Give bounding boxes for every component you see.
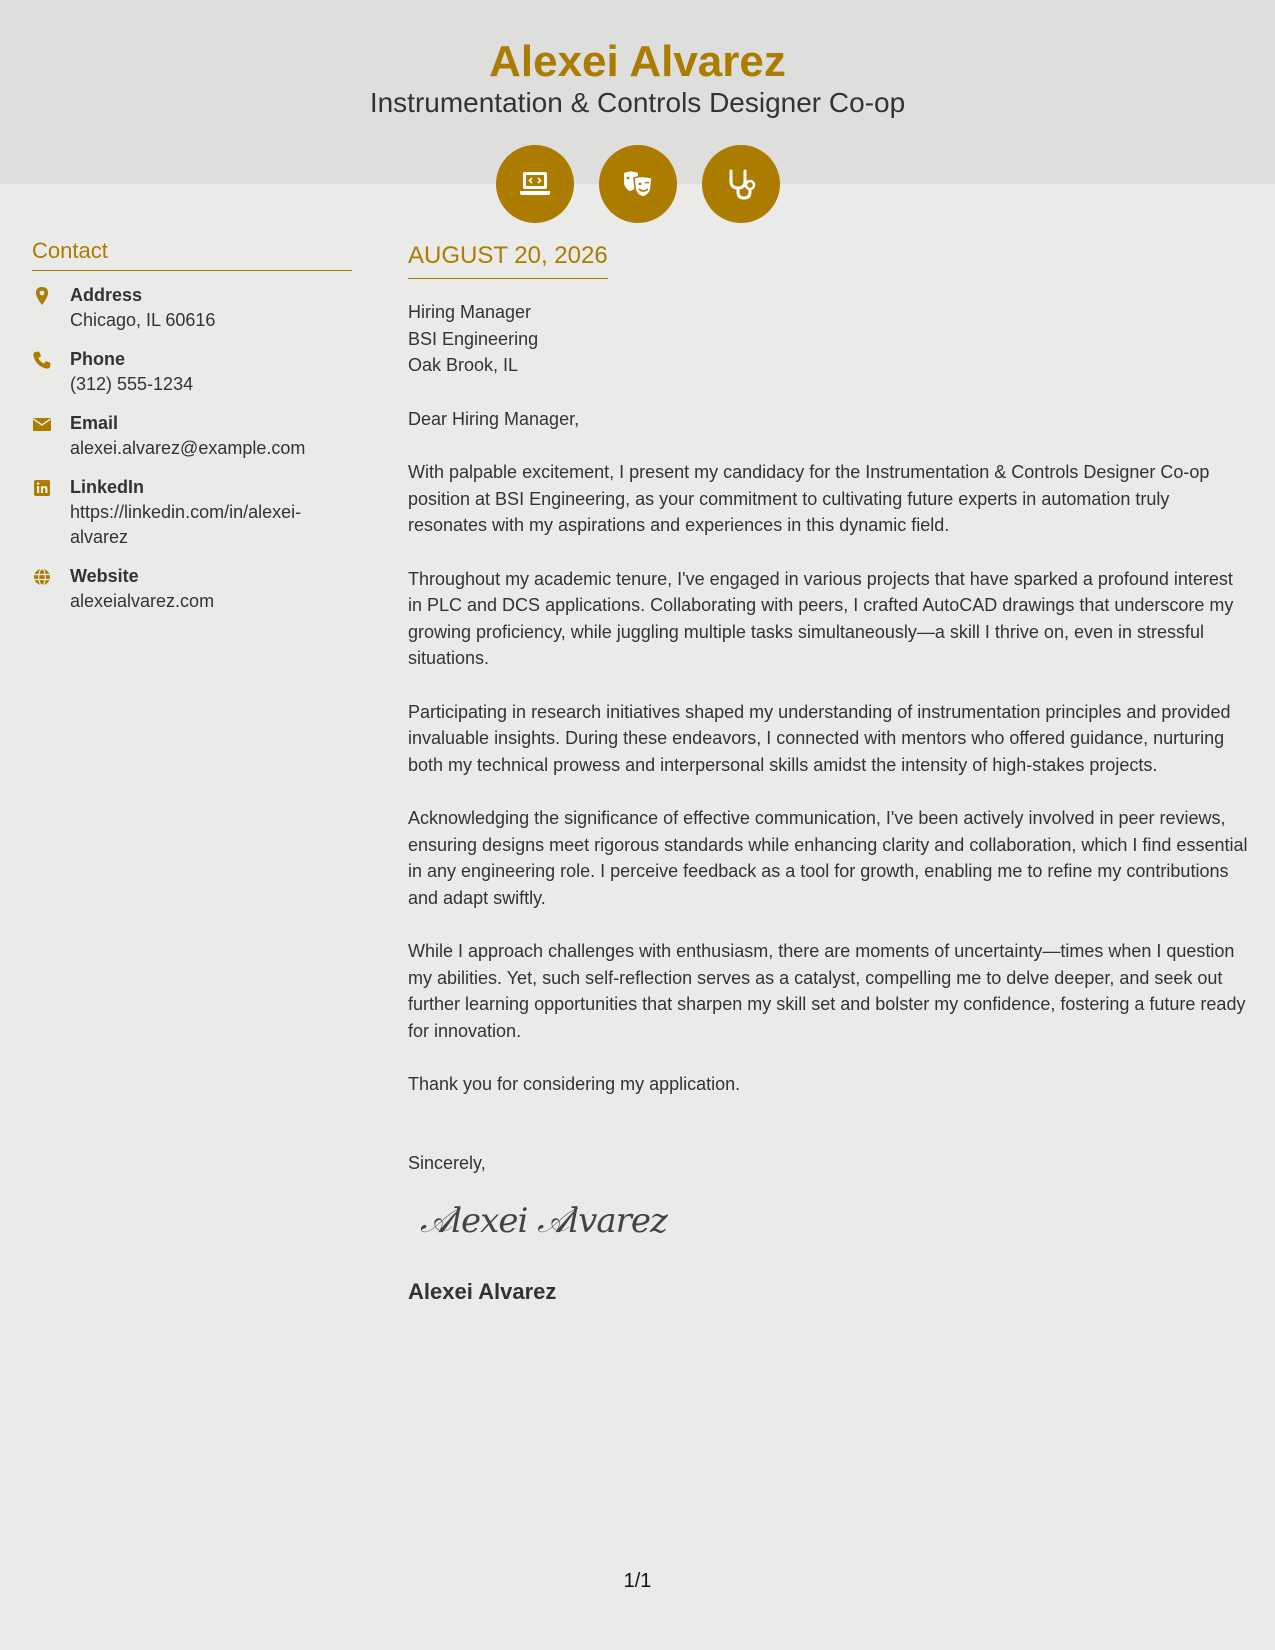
phone-icon bbox=[32, 347, 70, 397]
map-pin-icon bbox=[32, 283, 70, 333]
contact-value: alexei.alvarez@example.com bbox=[70, 438, 306, 458]
recipient-line: Oak Brook, IL bbox=[408, 355, 519, 375]
linkedin-icon bbox=[32, 475, 70, 550]
paragraph: Thank you for considering my application. bbox=[408, 1074, 741, 1094]
contact-label: Website bbox=[70, 566, 139, 586]
contact-address bbox=[32, 283, 352, 333]
paragraph: With palpable excitement, I present my candidacy for the Instrumentation & Controls Designer Co-op position at BSI Engineering, as your commitment to cultivating future experts in automation truly resonates with my aspirations and experiences in this dynamic field. bbox=[408, 462, 1210, 535]
contact-phone bbox=[32, 347, 352, 397]
contact-value: https://linkedin.com/in/alexei-alvarez bbox=[70, 502, 302, 547]
letter-date: AUGUST 20, 2026 bbox=[408, 240, 608, 279]
contact-label: Email bbox=[70, 413, 119, 433]
signer-name: Alexei Alvarez bbox=[408, 1279, 557, 1304]
contact-value: alexeialvarez.com bbox=[70, 591, 215, 611]
closing: Sincerely, bbox=[408, 1152, 486, 1173]
letter-body bbox=[408, 240, 1248, 1305]
svg-text:𝒜lexei 𝒜lvarez: 𝒜lexei 𝒜lvarez bbox=[420, 1201, 667, 1241]
job-title: Instrumentation & Controls Designer Co-op bbox=[369, 87, 906, 118]
page-number: 1/1 bbox=[623, 1570, 652, 1592]
globe-icon bbox=[32, 564, 70, 614]
envelope-icon bbox=[32, 411, 70, 461]
contact-linkedin bbox=[32, 475, 352, 550]
theater-masks-icon bbox=[599, 145, 677, 223]
contact-email bbox=[32, 411, 352, 461]
contact-label: Phone bbox=[70, 349, 126, 369]
recipient-line: Hiring Manager bbox=[408, 302, 532, 322]
interest-icons bbox=[0, 145, 1275, 223]
contact-label: Address bbox=[70, 285, 143, 305]
laptop-code-icon bbox=[496, 145, 574, 223]
contact-sidebar bbox=[32, 236, 352, 628]
contact-value: (312) 555-1234 bbox=[70, 374, 194, 394]
paragraph: Participating in research initiatives shaped my understanding of instrumentation principles and provided invaluable insights. During these endeavors, I connected with mentors who offered guidance, nurturing both my technical prowess and interpersonal skills amidst the intensity of high-stakes projects. bbox=[408, 701, 1231, 775]
contact-website bbox=[32, 564, 352, 614]
contact-list bbox=[32, 283, 352, 614]
salutation: Dear Hiring Manager, bbox=[408, 408, 580, 429]
contact-value: Chicago, IL 60616 bbox=[70, 310, 216, 330]
signature-image bbox=[418, 1196, 1248, 1251]
candidate-name: Alexei Alvarez bbox=[489, 37, 786, 86]
recipient-line: BSI Engineering bbox=[408, 328, 539, 349]
contact-heading: Contact bbox=[32, 236, 352, 271]
recipient-block bbox=[408, 299, 1248, 379]
stethoscope-icon bbox=[702, 145, 780, 223]
paragraph: Acknowledging the significance of effective communication, I've been actively involved in peer reviews, ensuring designs meet rigorous standards while enhancing clarity and collaboration, which I find essential in any engineering role. I perceive feedback as a tool for growth, enabling me to refine my contributions and adapt swiftly. bbox=[408, 808, 1248, 908]
paragraph: While I approach challenges with enthusiasm, there are moments of uncertainty—times when I question my abilities. Yet, such self-reflection serves as a catalyst, compelling me to delve deeper, and seek out further learning opportunities that sharpen my skill set and bolster my confidence, fostering a future ready for innovation. bbox=[408, 941, 1246, 1041]
contact-label: LinkedIn bbox=[70, 477, 145, 497]
paragraph: Throughout my academic tenure, I've engaged in various projects that have sparked a profound interest in PLC and DCS applications. Collaborating with peers, I crafted AutoCAD drawings that underscore my growing proficiency, while juggling multiple tasks simultaneously—a skill I thrive on, even in stressful situations. bbox=[408, 568, 1234, 668]
